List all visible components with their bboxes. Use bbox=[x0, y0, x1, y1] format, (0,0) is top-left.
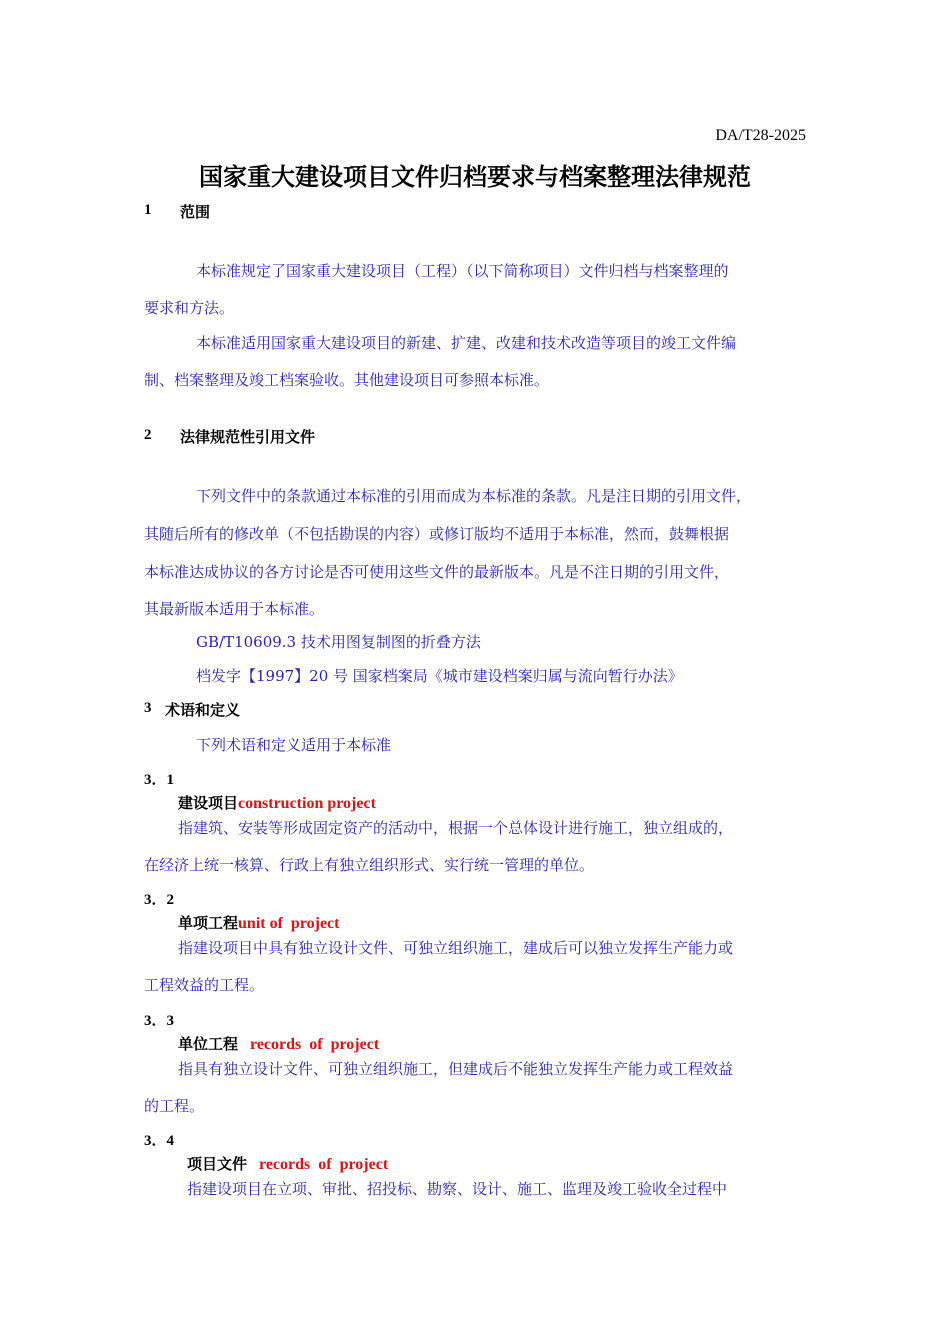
sec1-para1-line2: 要求和方法。 bbox=[144, 299, 235, 317]
section-2-heading: 法律规范性引用文件 bbox=[180, 428, 316, 446]
term-3-1-number: 3．1 bbox=[144, 772, 175, 788]
term-3-3-chinese: 单位工程 bbox=[178, 1035, 239, 1053]
term-3-4-number: 3．4 bbox=[144, 1133, 175, 1149]
sec2-reference-2: 档发字【1997】20 号 国家档案局《城市建设档案归属与流向暂行办法》 bbox=[196, 667, 683, 685]
sec2-reference-1: GB/T10609.3 技术用图复制图的折叠方法 bbox=[196, 633, 481, 651]
section-3-number: 3 bbox=[144, 700, 152, 716]
sec1-para2-line1: 本标准适用国家重大建设项目的新建、扩建、改建和技术改造等项目的竣工文件编 bbox=[196, 334, 737, 352]
sec2-para1-line1: 下列文件中的条款通过本标准的引用而成为本标准的条款。凡是注日期的引用文件， bbox=[196, 487, 752, 505]
term-3-1-english: construction project bbox=[238, 795, 376, 812]
term-3-2-def-line2: 工程效益的工程。 bbox=[144, 976, 265, 994]
term-3-3-def-line2: 的工程。 bbox=[144, 1097, 205, 1115]
sec1-para1-line1: 本标准规定了国家重大建设项目（工程）（以下简称项目）文件归档与档案整理的 bbox=[196, 262, 729, 280]
term-3-3-title bbox=[178, 1033, 379, 1054]
section-3-heading: 术语和定义 bbox=[165, 701, 241, 719]
term-3-2-english: unit of project bbox=[238, 915, 340, 932]
term-3-1-def-line2: 在经济上统一核算、行政上有独立组织形式、实行统一管理的单位。 bbox=[144, 856, 595, 874]
term-3-2-title bbox=[178, 912, 339, 933]
section-1-heading: 范围 bbox=[180, 203, 211, 221]
term-3-4-chinese: 项目文件 bbox=[187, 1155, 248, 1173]
sec2-para1-line2: 其随后所有的修改单（不包括勘误的内容）或修订版均不适用于本标准，然而，鼓舞根据 bbox=[144, 525, 730, 543]
sec1-para2-line2: 制、档案整理及竣工档案验收。其他建设项目可参照本标准。 bbox=[144, 371, 550, 389]
document-code: DA/T28-2025 bbox=[715, 127, 806, 144]
term-3-2-def-line1: 指建设项目中具有独立设计文件、可独立组织施工，建成后可以独立发挥生产能力或 bbox=[178, 939, 734, 957]
term-3-4-def-line1: 指建设项目在立项、审批、招投标、勘察、设计、施工、监理及竣工验收全过程中 bbox=[187, 1180, 728, 1198]
term-3-1-title bbox=[178, 792, 376, 813]
sec2-para1-line4: 其最新版本适用于本标准。 bbox=[144, 600, 325, 618]
sec2-para1-line3: 本标准达成协议的各方讨论是否可使用这些文件的最新版本。凡是不注日期的引用文件， bbox=[144, 563, 730, 581]
term-3-2-chinese: 单项工程 bbox=[178, 914, 239, 932]
section-1-number: 1 bbox=[144, 202, 152, 218]
term-3-3-number: 3．3 bbox=[144, 1013, 175, 1029]
term-3-3-def-line1: 指具有独立设计文件、可独立组织施工，但建成后不能独立发挥生产能力或工程效益 bbox=[178, 1060, 734, 1078]
term-3-1-def-line1: 指建筑、安装等形成固定资产的活动中，根据一个总体设计进行施工，独立组成的， bbox=[178, 819, 734, 837]
term-3-4-english: records of project bbox=[259, 1156, 389, 1173]
term-3-3-english: records of project bbox=[250, 1036, 380, 1053]
section-2-number: 2 bbox=[144, 427, 152, 443]
term-3-2-number: 3．2 bbox=[144, 892, 175, 908]
term-3-1-chinese: 建设项目 bbox=[178, 794, 239, 812]
sec3-intro: 下列术语和定义适用于本标准 bbox=[196, 736, 392, 754]
document-title: 国家重大建设项目文件归档要求与档案整理法律规范 bbox=[199, 163, 751, 191]
term-3-4-title bbox=[187, 1153, 388, 1174]
